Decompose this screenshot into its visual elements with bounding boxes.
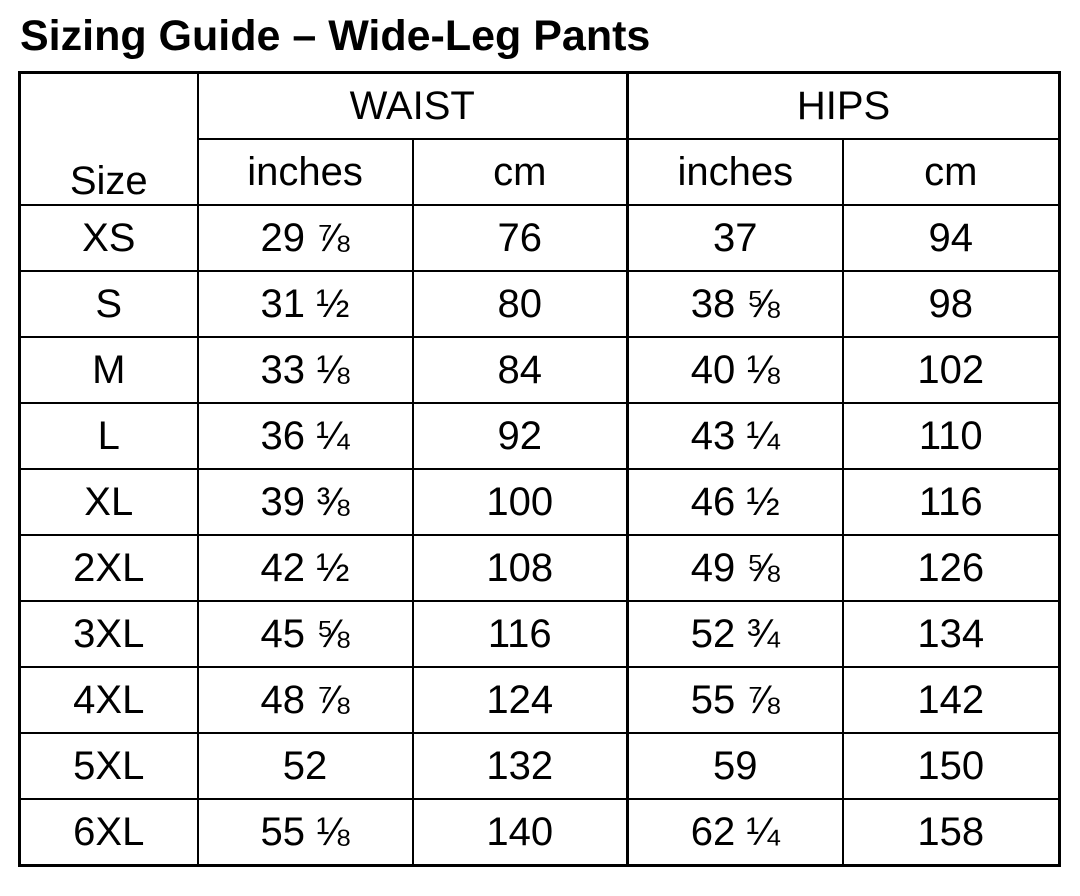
hips-cm-value: 110 — [843, 403, 1060, 469]
size-label: 2XL — [20, 535, 198, 601]
size-label: L — [20, 403, 198, 469]
waist-inches-value: 29 ⅞ — [198, 205, 413, 271]
waist-cm-value: 140 — [413, 799, 628, 866]
hips-cm-value: 116 — [843, 469, 1060, 535]
hips-inches-value: 55 ⅞ — [628, 667, 843, 733]
group-header-row — [20, 73, 1060, 140]
sizing-table — [18, 71, 1061, 867]
hips-inches-value: 62 ¼ — [628, 799, 843, 866]
hips-cm-value: 126 — [843, 535, 1060, 601]
waist-cm-header: cm — [413, 139, 628, 205]
waist-inches-value: 55 ⅛ — [198, 799, 413, 866]
waist-inches-value: 52 — [198, 733, 413, 799]
size-label: M — [20, 337, 198, 403]
waist-inches-value: 33 ⅛ — [198, 337, 413, 403]
hips-inches-value: 59 — [628, 733, 843, 799]
table-row — [20, 205, 1060, 271]
size-label: XL — [20, 469, 198, 535]
hips-cm-value: 98 — [843, 271, 1060, 337]
table-row — [20, 667, 1060, 733]
table-row — [20, 601, 1060, 667]
waist-cm-value: 116 — [413, 601, 628, 667]
table-header — [20, 73, 1060, 206]
table-row — [20, 535, 1060, 601]
hips-cm-value: 102 — [843, 337, 1060, 403]
size-label: XS — [20, 205, 198, 271]
size-label: 3XL — [20, 601, 198, 667]
waist-inches-value: 42 ½ — [198, 535, 413, 601]
page-title: Sizing Guide – Wide-Leg Pants — [20, 12, 651, 60]
table-row — [20, 469, 1060, 535]
size-label: 6XL — [20, 799, 198, 866]
hips-inches-value: 43 ¼ — [628, 403, 843, 469]
hips-inches-value: 37 — [628, 205, 843, 271]
table-body — [20, 205, 1060, 866]
size-label: 4XL — [20, 667, 198, 733]
size-column-header: Size — [20, 73, 198, 206]
waist-group-header: WAIST — [198, 73, 628, 140]
hips-inches-value: 52 ¾ — [628, 601, 843, 667]
table-row — [20, 271, 1060, 337]
table-row — [20, 733, 1060, 799]
table-row — [20, 799, 1060, 866]
hips-cm-value: 94 — [843, 205, 1060, 271]
waist-cm-value: 108 — [413, 535, 628, 601]
table-row — [20, 403, 1060, 469]
waist-cm-value: 92 — [413, 403, 628, 469]
waist-cm-value: 76 — [413, 205, 628, 271]
waist-cm-value: 132 — [413, 733, 628, 799]
size-label: 5XL — [20, 733, 198, 799]
hips-inches-value: 46 ½ — [628, 469, 843, 535]
hips-inches-header: inches — [628, 139, 843, 205]
hips-cm-value: 142 — [843, 667, 1060, 733]
hips-inches-value: 49 ⅝ — [628, 535, 843, 601]
waist-inches-value: 31 ½ — [198, 271, 413, 337]
hips-cm-value: 158 — [843, 799, 1060, 866]
hips-cm-value: 134 — [843, 601, 1060, 667]
waist-cm-value: 80 — [413, 271, 628, 337]
hips-group-header: HIPS — [628, 73, 1060, 140]
waist-inches-header: inches — [198, 139, 413, 205]
waist-inches-value: 48 ⅞ — [198, 667, 413, 733]
waist-inches-value: 39 ⅜ — [198, 469, 413, 535]
size-label: S — [20, 271, 198, 337]
hips-cm-header: cm — [843, 139, 1060, 205]
hips-cm-value: 150 — [843, 733, 1060, 799]
waist-cm-value: 124 — [413, 667, 628, 733]
waist-inches-value: 36 ¼ — [198, 403, 413, 469]
waist-cm-value: 100 — [413, 469, 628, 535]
table-row — [20, 337, 1060, 403]
hips-inches-value: 40 ⅛ — [628, 337, 843, 403]
waist-inches-value: 45 ⅝ — [198, 601, 413, 667]
waist-cm-value: 84 — [413, 337, 628, 403]
hips-inches-value: 38 ⅝ — [628, 271, 843, 337]
